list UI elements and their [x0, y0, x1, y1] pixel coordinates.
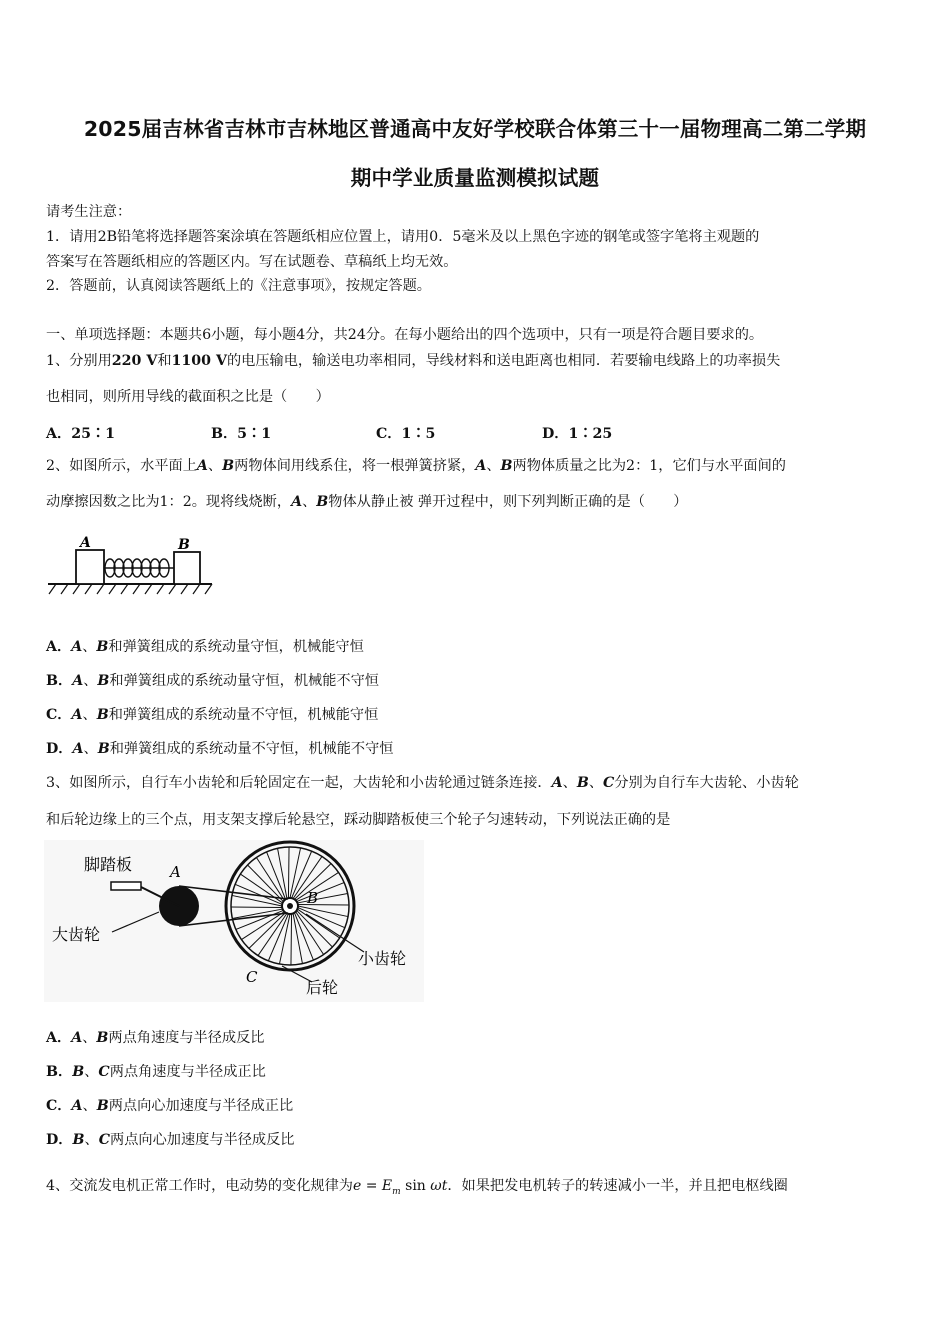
point-c-label: C	[246, 968, 258, 986]
notice-item-1: 1．请用2B铅笔将选择题答案涂填在答题纸相应位置上，请用0．5毫米及以上黑色字迹的钢笔或签字笔将主观题的	[46, 229, 760, 245]
exam-title-line1: 2025届吉林省吉林市吉林地区普通高中友好学校联合体第三十一届物理高二第二学期	[83, 117, 867, 141]
spring	[104, 559, 174, 577]
big-gear-label: 大齿轮	[52, 925, 101, 944]
q3-option-d[interactable]: D．B、C两点向心加速度与半径成反比	[46, 1132, 295, 1148]
q3-option-b[interactable]: B．B、C两点角速度与半径成正比	[46, 1064, 266, 1080]
question-1-line1: 1、分别用220 V和1100 V的电压输电，输送电功率相同，导线材料和送电距离也相同．若要输电线路上的功率损失	[46, 353, 781, 369]
q3-option-a[interactable]: A．A、B两点角速度与半径成反比	[46, 1030, 265, 1046]
emf-formula: $e = E_m$ sin ωt	[352, 1178, 448, 1197]
section-1-heading: 一、单项选择题：本题共6小题，每小题4分，共24分。在每小题给出的四个选项中，只有一项是符合题目要求的。	[46, 327, 764, 343]
q3-option-c[interactable]: C．A、B两点向心加速度与半径成正比	[46, 1098, 294, 1114]
point-b-label: B	[307, 889, 319, 907]
q2-option-b[interactable]: B．A、B和弹簧组成的系统动量守恒，机械能不守恒	[46, 673, 379, 689]
point-a-label: A	[170, 863, 181, 881]
q2-option-a[interactable]: A．A、B和弹簧组成的系统动量守恒，机械能守恒	[46, 639, 364, 655]
question-2-line1: 2、如图所示，水平面上A、B两物体间用线系住，将一根弹簧挤紧，A、B两物体质量之比为2：1，它们与水平面间的	[46, 458, 786, 474]
q2-option-c[interactable]: C．A、B和弹簧组成的系统动量不守恒，机械能守恒	[46, 707, 379, 723]
bicycle-gear-figure	[44, 840, 424, 1002]
question-4-line1: 4、交流发电机正常工作时，电动势的变化规律为$e = E_m$ sin ωt．如果把发电机转子的转速减小一半，并且把电枢线圈	[46, 1178, 788, 1197]
label-b: B	[178, 537, 190, 553]
q1-option-a[interactable]: A．25∶1	[46, 426, 115, 442]
q1-option-c[interactable]: C．1∶5	[376, 426, 436, 442]
spring-blocks-figure	[44, 530, 216, 602]
notice-item-2: 2．答题前，认真阅读答题纸上的《注意事项》，按规定答题。	[46, 278, 431, 294]
question-1-options	[46, 423, 646, 443]
question-2-line2: 动摩擦因数之比为1：2。现将线烧断，A、B物体从静止被 弹开过程中，则下列判断正确的是（ ）	[46, 494, 688, 510]
rear-wheel-label: 后轮	[306, 978, 339, 997]
q1-option-b[interactable]: B．5∶1	[211, 426, 272, 442]
question-3-line2: 和后轮边缘上的三个点，用支架支撑后轮悬空，踩动脚踏板使三个轮子匀速转动，下列说法正确的是	[46, 812, 671, 828]
exam-title-line2: 期中学业质量监测模拟试题	[350, 166, 600, 190]
wheel-spoke	[298, 904, 349, 905]
pedal-label: 脚踏板	[84, 855, 133, 874]
block-b	[174, 552, 200, 584]
notice-heading: 请考生注意：	[46, 204, 132, 220]
q2-option-d[interactable]: D．A、B和弹簧组成的系统动量不守恒，机械能不守恒	[46, 741, 394, 757]
notice-item-1-cont: 答案写在答题纸相应的答题区内。写在试题卷、草稿纸上均无效。	[46, 254, 458, 270]
small-gear-label: 小齿轮	[358, 949, 407, 968]
wheel-spoke	[231, 907, 282, 908]
q1-option-d[interactable]: D．1∶25	[542, 426, 613, 442]
question-1-line2: 也相同，则所用导线的截面积之比是（ ）	[46, 389, 330, 405]
pedal	[111, 882, 141, 890]
label-a: A	[80, 535, 91, 551]
wheel-spoke	[288, 847, 289, 898]
wheel-spoke	[291, 914, 292, 965]
block-a	[76, 550, 104, 584]
question-3-line1: 3、如图所示，自行车小齿轮和后轮固定在一起，大齿轮和小齿轮通过链条连接．A、B、C分别为自行车大齿轮、小齿轮	[46, 775, 799, 791]
